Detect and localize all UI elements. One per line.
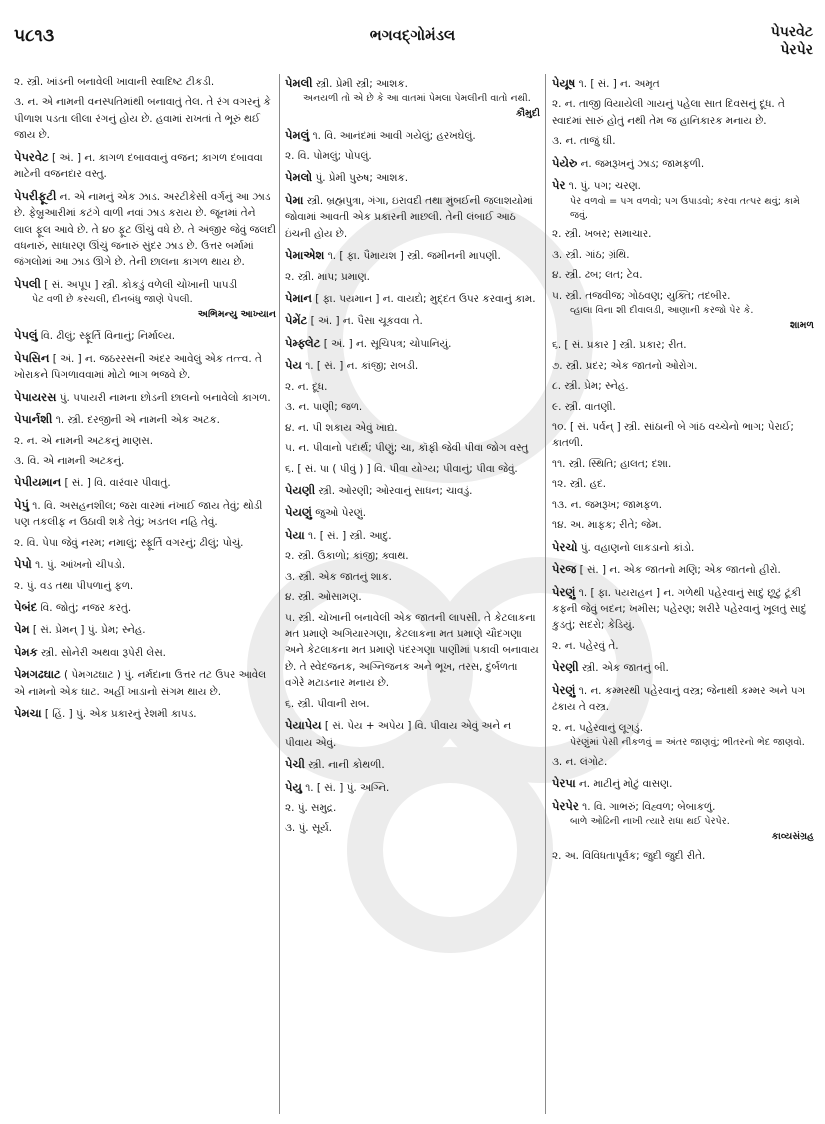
definition-text: ૨. સ્ત્રી. ઉકાળો; કાંજી; ક્વાથ. [285, 550, 409, 563]
definition-text: [ સં. પ્રેમન્ ] પું. પ્રેમ; સ્નેહ. [29, 624, 146, 637]
definition-text: [ સં. અપૂપ ] સ્ત્રી. કોકડું વળેલી ચોખાની પાપડી [40, 278, 238, 291]
usage-quote: પેરણુંમાં પેસી નીકળવું = અંતર જાણવું; ભીતરનો ભેદ જાણવો. [570, 737, 805, 748]
definition-text: ૩. ન. એ નામની વનસ્પતિમાંથી બનાવાતું તેલ. તે રંગ વગરનું કે પીળાશ પડતા લીલા રંગનું હોય છે. હવામાં રાખતાં તે ભૂરું થઈ જાય છે. [14, 96, 271, 142]
headword: પેમ [14, 622, 30, 637]
headword: પેરણી [552, 660, 579, 675]
definition-text: ૧. વિ. ગાભરું; વિહ્વળ; બેબાકળું. [578, 800, 716, 813]
definition-text: ૧૦. [ સં. પર્વન્ ] સ્ત્રી. સાંઠાની બે ગાંઠ વચ્ચેનો ભાગ; પેરાઈ; કાતળી. [552, 421, 794, 450]
definition-text: ૧૧. સ્ત્રી. સ્થિતિ; હાલત; દશા. [552, 457, 672, 470]
headword: પેયેરુ [552, 155, 578, 170]
dictionary-entry [285, 148, 540, 164]
headword: પેબંદ [14, 600, 38, 614]
headword: પેમક [14, 644, 38, 659]
dictionary-entry [285, 420, 540, 436]
dictionary-entry [14, 433, 276, 449]
headword: પેમા [285, 192, 304, 207]
definition-text: [ અં. ] ન. સૂચિપત્ર; ચોપાનિયું. [320, 337, 452, 350]
definition-text: ૩. વિ. એ નામની અટકનું. [14, 454, 125, 467]
dictionary-entry [285, 569, 540, 585]
headword: પેપો [14, 557, 32, 572]
dictionary-entry [285, 548, 540, 564]
definition-text: ૧. પું. પગ; ચરણ. [565, 180, 641, 193]
definition-text: ૧. [ સં. ] પું. અગ્નિ. [301, 781, 390, 794]
definition-text: સ્ત્રી. સોનેરી અથવા રૂપેરી લેસ. [37, 646, 166, 659]
headword: પેરપા [552, 776, 576, 791]
headword: પેરચો [552, 539, 578, 554]
usage-quote: અનયળી તો એ છે કે આ વાતમાં પેમલા પેમલીની વાતો નથી. [303, 93, 531, 105]
headword: પેપલી [14, 276, 41, 291]
dictionary-entry [285, 610, 540, 692]
dictionary-entry [14, 326, 276, 344]
dictionary-entry [552, 226, 814, 242]
definition-text: ન. એ નામનું એક ઝાડ. અરટીકેસી વર્ગનું આ ઝાડ છે. ફેબ્રુઆરીમાં કટંગે વાળી નવાં ઝાડ કરાય છે. જૂનમાં તેને લાલ ફૂલ આવે છે. તે ૪૦ ફૂટ ઊંચું વધે છે. તે અંજીર જેવું જલદી વધનારું, સાધારણ ઊંચું જનારું સુંદર ઝાડ છે. ઉત્તર બર્મામાં જંગલોમાં આ ઝાડ ઊગે છે. તેની છાલના કાગળ થાય છે. [14, 190, 276, 269]
definition-text: જુઓ પેરણું. [311, 507, 367, 520]
headword: પેપસિન [14, 350, 50, 365]
definition-text: ૧. વિ. અસહનશીલ; જરા વારમાં નંખાઈ જાય તેવું; થોડી પણ તકલીફ ન ઉઠાવી શકે તેવું; ખડતલ નહિ તેવું. [14, 499, 263, 529]
guide-word-first: પેપરવેટ [770, 24, 813, 40]
headword: પેમગઢઘાટ [14, 667, 61, 682]
dictionary-entry [552, 378, 814, 394]
usage-quote: પેટ વળી છે કરચલી, દીનબંધુ જાણે પેપલી. [32, 294, 193, 306]
definition-text: ૮. સ્ત્રી. પ્રેમ; સ્નેહ. [552, 380, 629, 393]
column-divider [279, 74, 280, 1114]
definition-text: ૨. સ્ત્રી. માપ; પ્રમાણ. [285, 270, 370, 283]
headword: પેરપેર [552, 798, 579, 813]
dictionary-entry [14, 275, 276, 323]
headword: પેપું [14, 497, 29, 512]
definition-text: ૧. [ ફા. પૈમાયશ ] સ્ત્રી. જમીનની માપણી. [324, 250, 501, 263]
definition-text: સ્ત્રી. પ્રેમી સ્ત્રી; આશક. [312, 78, 408, 90]
definition-text: ૨. ન. પહેરવું તે. [552, 639, 619, 652]
column-1 [14, 74, 276, 1114]
dictionary-entry [552, 583, 814, 634]
definition-text: પું. પપાયરી નામના છોડની છાલનો બનાવેલો કાગળ. [56, 391, 271, 404]
dictionary-entry [14, 473, 276, 491]
definition-text: વિ. જોતું; નજર કરતું. [37, 602, 132, 614]
quote-source: શામળ [789, 320, 814, 332]
dictionary-entry [285, 191, 540, 242]
definition-text: સ્ત્રી. બ્રહ્મપુત્રા, ગંગા, ઇરાવદી તથા મુંબઈની જલાશયોમાં જોવામાં આવતી એક પ્રકારની માછલી. તેની લંબાઈ આઠ ઇંચની હોય છે. [285, 194, 533, 240]
definition-text: ૨. ન. એ નામની અટકનું માણસ. [14, 434, 154, 447]
dictionary-entry [14, 555, 276, 573]
definition-text: ૧. સ્ત્રી. દરજીની એ નામની એક અટક. [52, 414, 220, 427]
definition-text: સ્ત્રી. નાની કોથળી. [304, 759, 385, 772]
dictionary-entry [14, 74, 276, 90]
definition-text: ૪. સ્ત્રી. ઓસામણ. [285, 591, 362, 604]
dictionary-entry [14, 643, 276, 661]
headword: પેરણું [552, 584, 576, 599]
headword: પેયૂષ [552, 76, 576, 90]
headword: પેપીયમાન [14, 475, 62, 490]
dictionary-entry [552, 658, 814, 676]
dictionary-entry [14, 578, 276, 594]
usage-quote: બાળે ઓઢિની નાખી ત્યારે રાધા થઈ પેરપેર. [570, 816, 730, 828]
dictionary-entry [285, 481, 540, 499]
dictionary-entry [285, 74, 540, 122]
dictionary-entry [552, 96, 814, 129]
headword: પેયા [285, 527, 305, 542]
definition-text: ૬. [ સં. પ્રકાર ] સ્ત્રી. પ્રકાર; રીત. [552, 339, 687, 352]
definition-text: [ સં. ] ન. એક જાતનો મણિ; એક જાતનો હીરો. [576, 564, 781, 577]
column-divider [545, 74, 546, 1114]
dictionary-entry [552, 774, 814, 792]
definition-text: ૩. પું. સૂર્ય. [285, 822, 333, 835]
definition-text: ( પેમગઢઘાટ ) પું. નર્મદાના ઉત્તર તટ ઉપર આવેલ એ નામનો એક ઘાટ. અહીં ખાડાનો સંગમ થાય છે. [14, 669, 267, 698]
dictionary-entry [552, 797, 814, 845]
dictionary-entry [285, 716, 540, 751]
dictionary-entry [285, 461, 540, 477]
definition-text: ૧૪. અ. માફક; રીતે; જેમ. [552, 519, 662, 532]
dictionary-entry [285, 168, 540, 186]
dictionary-entry [552, 358, 814, 374]
headword: પેમેંટ [285, 313, 308, 328]
guide-word-last: પેરપેર [780, 41, 813, 58]
dictionary-entry [285, 356, 540, 374]
headword: પેમ્ફ્લેટ [285, 335, 321, 350]
definition-text: [ અં. ] ન. કાગળ દબાવવાનું વજન; કાગળ દબાવવા માટેની વજનદાર વસ્તુ. [14, 151, 263, 181]
definition-text: ૨. અ. વિવિધતાપૂર્વક; જુદી જુદી રીતે. [552, 850, 706, 863]
definition-text: [ ફા. પયમાન ] ન. વાયદો; મુદ્દત ઉપર કરવાનું કામ. [311, 293, 536, 305]
dictionary-entry [552, 848, 814, 864]
quote-source: કાવ્યસંગ્રહ [771, 831, 814, 843]
dictionary-entry [14, 620, 276, 638]
dictionary-entry [285, 126, 540, 144]
definition-text: ૨. ન. તાજી વિયાયેલી ગાયનું પહેલા સાત દિવસનું દૂધ. તે સ્વાદમાં સારું હોતું નથી તેમ જ હાનિકારક મનાય છે. [552, 98, 785, 127]
definition-text: ૫. સ્ત્રી. તજવીજ; ગોઠવણ; યુક્તિ; તદબીર. [552, 289, 731, 302]
dictionary-entry [552, 638, 814, 654]
definition-text: [ હિં. ] પું. એક પ્રકારનું રેશમી કાપડ. [41, 708, 197, 721]
definition-text: ૧. [ સં. ] ન. અમૃત [575, 78, 660, 90]
dictionary-entry [285, 778, 540, 796]
definition-text: [ સં. ] વિ. વારંવાર પીવાતું. [61, 477, 171, 490]
headword: પેમાએશ [285, 248, 325, 263]
definition-text: ૪. ન. પી શકાય એવું ખાદ્ય. [285, 421, 398, 434]
definition-text: ૨. સ્ત્રી. ખબર; સમાચાર. [552, 228, 652, 241]
dictionary-entry [285, 800, 540, 816]
dictionary-entry [14, 704, 276, 722]
definition-text: [ અં. ] ન. જઠરરસની અંદર આવેલું એક તત્ત્વ. તે ખોરાકને પિગળાવવામાં મોટો ભાગ ભજવે છે. [14, 352, 262, 382]
definition-text: ૩. સ્ત્રી. ગાંઠ; ગ્રંથિ. [552, 248, 630, 261]
dictionary-entry [552, 133, 814, 149]
definition-text: [ સં. પેય + અપેય ] વિ. પીવાય એવું અને ન પીવાય એવું. [285, 720, 512, 749]
definition-text: ૨. વિ. પોમલું; પોપલું. [285, 149, 372, 162]
definition-text: ૫. સ્ત્રી. ચોખાની બનાવેલી એક જાતની લાપસી. તે કેટલાકના મત પ્રમાણે અગિયારગણા, કેટલાકના મત પ્રમાણે ચૌદગણા અને કેટલાકના મત પ્રમાણે પંદરગણા પાણીમાં પકાવી બનાવાય છે. તે સ્વેદજનક, અગ્નિજનક અને ભૂખ, તરસ, દુર્બળતા વગેરે મટાડનાર મનાય છે. [285, 611, 539, 690]
dictionary-entry [14, 535, 276, 551]
definition-text: ૧. [ સં. ] ન. કાંજી; રાબડી. [301, 360, 419, 373]
running-title: ભગવદ્ગોમંડલ [369, 26, 456, 44]
dictionary-entry [285, 440, 540, 456]
definition-text: ૩. ન. તાજું ઘી. [552, 135, 616, 148]
dictionary-entry [285, 503, 540, 521]
dictionary-entry [14, 94, 276, 143]
dictionary-entry [14, 187, 276, 271]
dictionary-entry [14, 453, 276, 469]
dictionary-entry [552, 456, 814, 472]
dictionary-entry [14, 349, 276, 384]
dictionary-entry [552, 176, 814, 222]
usage-quote: પેર વળવો = પગ વળવો; પગ ઉપાડવો; કરવા તત્પર થવું; કામે જવું. [570, 195, 800, 221]
definition-text: ૧. [ ફા. પયરાહન ] ન. ગળેથી પહેરવાનું સાદું છૂટું ટૂંકી કફની જેવું બદન; ખમીસ; પહેરણ; શરીરે પહેરવાનું ખૂલતું સાદું કુડતું; સદરો; કેડિયું. [552, 586, 807, 632]
guide-words [771, 24, 813, 59]
definition-text: ૨. સ્ત્રી. ખાંડની બનાવેલી ખાવાની સ્વાદિષ્ટ ટીકડી. [14, 76, 215, 88]
headword: પેયણી [285, 482, 316, 497]
dictionary-entry [552, 337, 814, 353]
headword: પેમાન [285, 291, 312, 305]
dictionary-entry [14, 496, 276, 531]
dictionary-entry [552, 497, 814, 513]
definition-text: ૨. પું. સમુદ્ર. [285, 801, 337, 814]
dictionary-entry [285, 399, 540, 415]
dictionary-entry [552, 754, 814, 770]
dictionary-entry [552, 720, 814, 750]
dictionary-entry [285, 379, 540, 395]
headword: પેપરીફૂટી [14, 188, 57, 203]
page-number: ૫૮૧૩ [14, 26, 55, 46]
column-2 [285, 74, 540, 1114]
definition-text: ૧. ન. કમ્મરથી પહેરવાનું વસ્ત્ર; જેનાથી કમ્મર અને પગ ઢંકાય તે વસ્ત્ર. [552, 684, 806, 714]
dictionary-entry [285, 820, 540, 836]
dictionary-entry [14, 410, 276, 428]
headword: પેપરવેટ [14, 149, 49, 164]
dictionary-entry [552, 476, 814, 492]
definition-text: [ અં. ] ન. પૈસા ચૂકવવા તે. [307, 315, 423, 328]
dictionary-entry [285, 696, 540, 712]
definition-text: ૧. [ સં. ] સ્ત્રી. આદુ. [304, 529, 392, 542]
definition-text: ૭. સ્ત્રી. પ્રદર; એક જાતનો ઓરોગ. [552, 359, 698, 372]
page-header [0, 0, 825, 70]
definition-text: ૫. ન. પીવાનો પદાર્થ; પીણું; ચા, કૉફી જેવી પીવા જોગ વસ્તુ [285, 442, 529, 455]
definition-text: ૧. વિ. આનંદમાં આવી ગયેલું; હરખઘેલું. [309, 129, 476, 142]
column-3 [552, 74, 814, 1114]
dictionary-entry [552, 419, 814, 452]
definition-text: ૩. ન. પાણી; જળ. [285, 401, 363, 414]
headword: પેમલું [285, 127, 310, 142]
dictionary-entry [285, 526, 540, 544]
dictionary-entry [14, 148, 276, 183]
dictionary-entry [552, 399, 814, 415]
headword: પેર [552, 178, 566, 193]
definition-text: ન. માટીનું મોટું વાસણ. [575, 778, 673, 791]
headword: પેપાર્નશી [14, 412, 53, 427]
headword: પેયાપેય [285, 718, 322, 733]
headword: પેયુ [285, 779, 302, 794]
headword: પેયણું [285, 505, 312, 520]
quote-source: અભિમન્યુ આખ્યાન [197, 309, 276, 321]
headword: પેય [285, 358, 302, 373]
dictionary-entry [552, 154, 814, 172]
definition-text: ૯. સ્ત્રી. વાતણી. [552, 400, 616, 413]
dictionary-entry [552, 517, 814, 533]
definition-text: ૨. ન. પહેરવાનું લૂગડું. [552, 721, 644, 734]
dictionary-entry [285, 755, 540, 773]
headword: પેરણું [552, 682, 576, 697]
dictionary-entry [285, 269, 540, 285]
definition-text: ન. જમરૂખનું ઝાડ; જામફળી. [577, 157, 705, 170]
headword: પેરજ [552, 562, 577, 577]
dictionary-entry [285, 334, 540, 352]
definition-text: ૬. [ સં. પા ( પીવું ) ] વિ. પીવા યોગ્ય; પીવાનું; પીવા જેવું. [285, 462, 518, 475]
dictionary-entry [285, 589, 540, 605]
definition-text: ૨. પું. વડ તથા પીપળાનું ફળ. [14, 579, 134, 592]
headword: પેપાયરસ [14, 389, 57, 404]
definition-text: ૩. ન. લંગોટ. [552, 755, 608, 768]
definition-text: ૪. સ્ત્રી. ઢબ; લત; ટેવ. [552, 269, 643, 282]
dictionary-entry [552, 74, 814, 92]
dictionary-entry [14, 388, 276, 406]
definition-text: ૧૩. ન. જમરૂખ; જામફળ. [552, 498, 663, 511]
headword: પેમલો [285, 170, 313, 185]
definition-text: ૩. સ્ત્રી. એક જાતનું શાક. [285, 570, 392, 583]
definition-text: ૨. વિ. પેપા જેવું નરમ; નમાલું; સ્ફૂર્તિ વગરનું; ઢીલું; પોચું. [14, 536, 244, 549]
definition-text: ૧૨. સ્ત્રી. હદ. [552, 478, 607, 491]
headword: પેપલું [14, 328, 38, 343]
dictionary-entry [552, 538, 814, 556]
dictionary-entry [285, 289, 540, 307]
definition-text: વિ. ઢીલું; સ્ફૂર્તિ વિનાનું; નિર્માલ્ય. [37, 330, 176, 343]
definition-text: પું. વહાણનો લાકડાનો કાંડો. [577, 541, 695, 554]
usage-quote: વ્હાલા વિના શી દીવાલડી, આણાની કરજો પેર કે. [570, 305, 754, 317]
dictionary-entry [552, 267, 814, 283]
dictionary-entry [285, 311, 540, 329]
headword: પેચી [285, 757, 305, 772]
headword: પેમચા [14, 706, 42, 721]
quote-source: કૌમુદી [515, 108, 540, 120]
dictionary-entry [552, 560, 814, 578]
definition-text: પું. પ્રેમી પુરુષ; આશક. [312, 172, 409, 185]
dictionary-entry [552, 288, 814, 334]
dictionary-entry [14, 665, 276, 700]
definition-text: ૧. પું. આંખનો ચીપડો. [31, 559, 126, 572]
dictionary-entry [552, 681, 814, 716]
definition-text: ૬. સ્ત્રી. પીવાની રાબ. [285, 697, 370, 710]
dictionary-entry [285, 246, 540, 264]
definition-text: ૨. ન. દૂધ. [285, 380, 328, 393]
definition-text: સ્ત્રી. ઓરણી; ઓરવાનું સાધન; ચાવડું. [315, 484, 473, 497]
dictionary-entry [14, 598, 276, 616]
definition-text: સ્ત્રી. એક જાતનું બી. [578, 662, 669, 675]
dictionary-entry [552, 247, 814, 263]
headword: પેમલી [285, 76, 313, 90]
